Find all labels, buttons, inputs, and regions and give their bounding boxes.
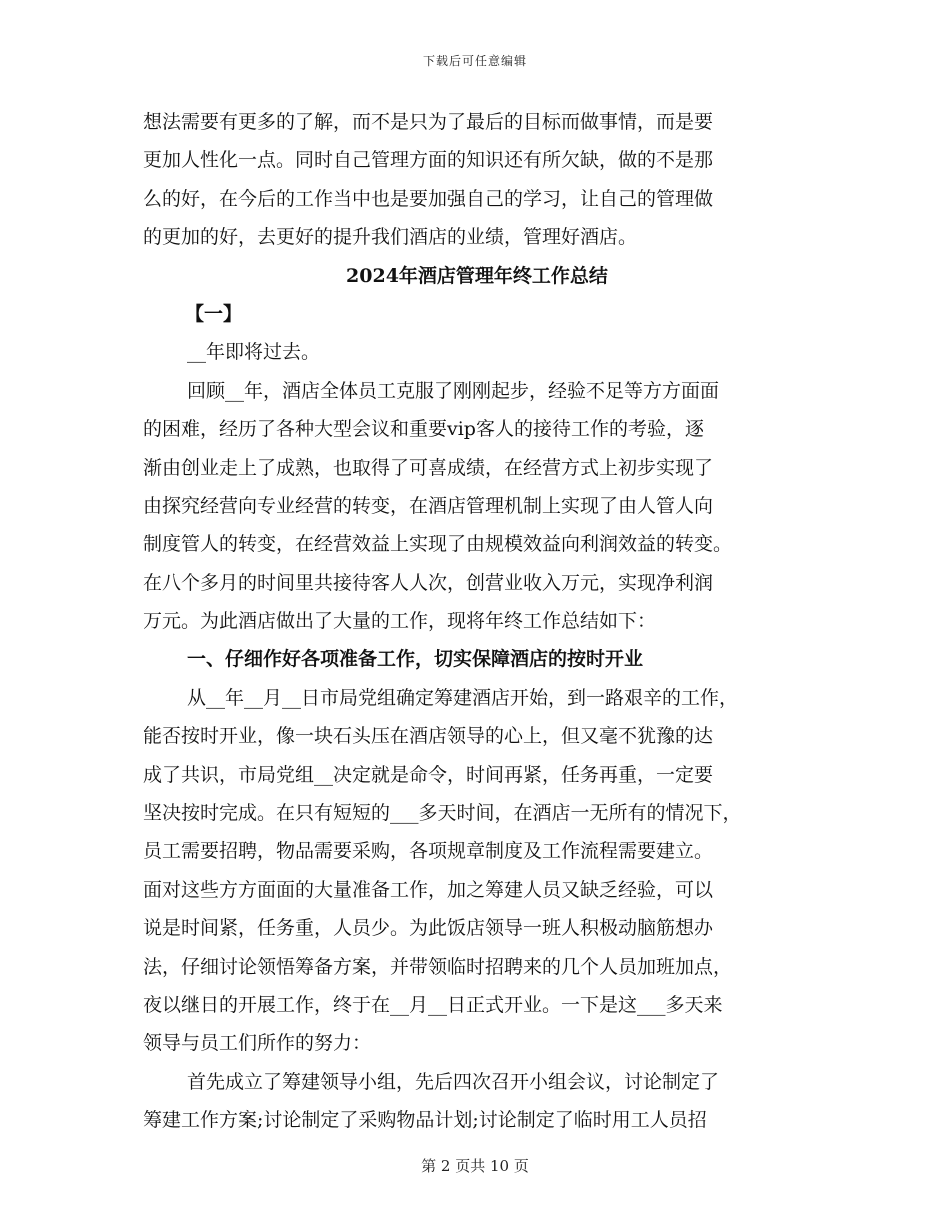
text-line: 筹建工作方案;讨论制定了采购物品计划;讨论制定了临时用工人员招 (143, 1109, 707, 1132)
text-line: 坚决按时完成。在只有短短的___多天时间，在酒店一无所有的情况下， (143, 802, 742, 825)
text-line: 从__年__月__日市局党组确定筹建酒店开始，到一路艰辛的工作， (187, 686, 739, 709)
page-header: 下载后可任意编辑 (422, 54, 527, 68)
intro-line: __年即将过去。 (187, 341, 321, 364)
text-line: 在八个多月的时间里共接待客人人次，创营业收入万元，实现净利润 (143, 571, 714, 594)
text-line: 万元。为此酒店做出了大量的工作，现将年终工作总结如下： (143, 610, 657, 633)
text-line: 首先成立了筹建领导小组，先后四次召开小组会议，讨论制定了 (187, 1070, 720, 1093)
text-line: 夜以继日的开展工作，终于在__月__日正式开业。一下是这___多天来 (143, 993, 723, 1016)
paragraph-leadership-group (143, 1063, 811, 1140)
document-body (143, 103, 811, 1140)
text-line: 员工需要招聘，物品需要采购，各项规章制度及工作流程需要建立。 (143, 840, 714, 863)
text-line: 由探究经营向专业经营的转变，在酒店管理机制上实现了由人管人向 (143, 494, 714, 517)
section-heading: 一、仔细作好各项准备工作，切实保障酒店的按时开业 (187, 648, 644, 671)
text-line: 制度管人的转变，在经营效益上实现了由规模效益向利润效益的转变。 (143, 533, 733, 556)
section-marker: 【一】 (185, 302, 243, 325)
text-line: 能否按时开业，像一块石头压在酒店领导的心上，但又毫不犹豫的达 (143, 725, 714, 748)
text-line: 渐由创业走上了成熟，也取得了可喜成绩，在经营方式上初步实现了 (143, 456, 714, 479)
text-line: 法，仔细讨论领悟筹备方案，并带领临时招聘来的几个人员加班加点， (143, 955, 733, 978)
text-line: 说是时间紧，任务重，人员少。为此饭店领导一班人积极动脑筋想办 (143, 917, 714, 940)
document-title: 2024年酒店管理年终工作总结 (346, 264, 608, 287)
paragraph-review (143, 372, 811, 641)
page-footer: 第 2 页共 10 页 (421, 1157, 529, 1175)
paragraph-continuation (143, 103, 811, 257)
text-line: 么的好，在今后的工作当中也是要加强自己的学习，让自己的管理做 (143, 187, 714, 210)
text-line: 更加人性化一点。同时自己管理方面的知识还有所欠缺，做的不是那 (143, 149, 714, 172)
text-line: 领导与员工们所作的努力： (143, 1032, 372, 1055)
paragraph-preparation (143, 679, 811, 1063)
text-line: 回顾__年，酒店全体员工克服了刚刚起步，经验不足等方方面面 (187, 379, 720, 402)
text-line: 面对这些方方面面的大量准备工作，加之筹建人员又缺乏经验，可以 (143, 878, 714, 901)
text-line: 的困难，经历了各种大型会议和重要vip客人的接待工作的考验，逐 (143, 418, 704, 441)
text-line: 成了共识，市局党组__决定就是命令，时间再紧，任务再重，一定要 (143, 763, 714, 786)
text-line: 的更加的好，去更好的提升我们酒店的业绩，管理好酒店。 (143, 226, 638, 249)
text-line: 想法需要有更多的了解，而不是只为了最后的目标而做事情，而是要 (143, 111, 714, 133)
